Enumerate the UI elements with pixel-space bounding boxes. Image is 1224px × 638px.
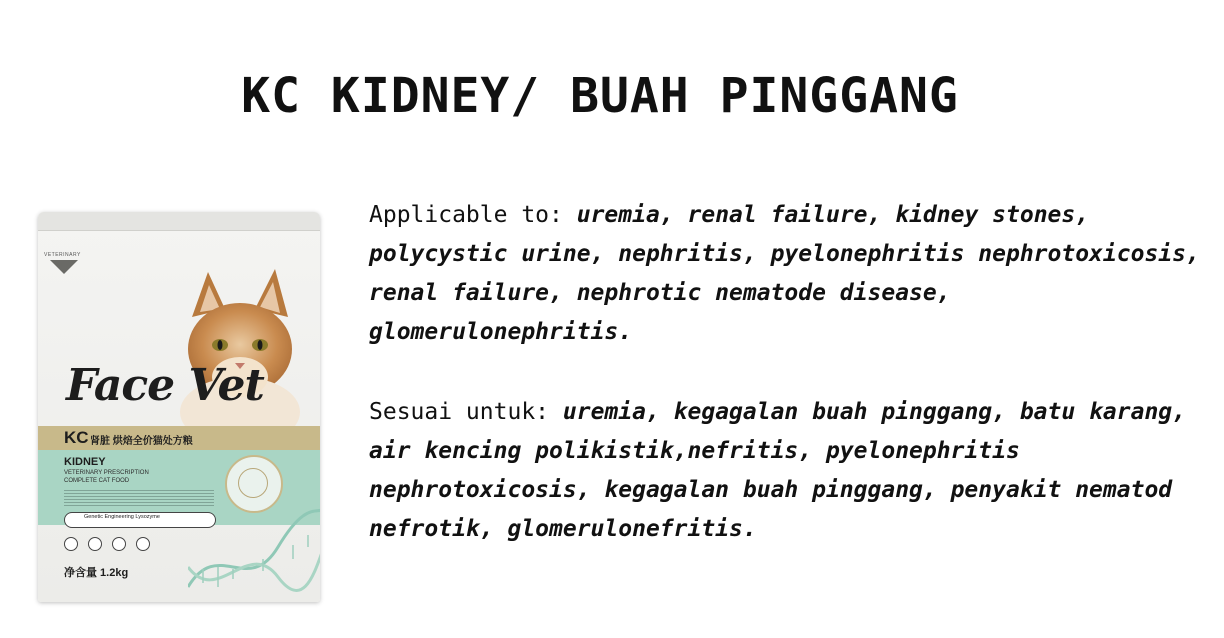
- english-conditions: uremia, renal failure, kidney stones, polycystic urine, nephritis, pyelonephritis nephrotoxicosis, renal failure, nephrotic nematode disease, glomerulonephritis.: [369, 202, 1200, 345]
- english-description: [369, 196, 1209, 352]
- brand-logo: Face Vet: [66, 360, 264, 411]
- net-weight: 净含量 1.2kg: [64, 567, 129, 579]
- feature-icons: [64, 537, 150, 551]
- feature-icon: [136, 537, 150, 551]
- feature-icon: [64, 537, 78, 551]
- feature-icon: [112, 537, 126, 551]
- subtitle-line-2: COMPLETE CAT FOOD: [64, 478, 130, 484]
- chevron-icon: [50, 260, 78, 274]
- kidney-icon: [238, 468, 268, 498]
- kc-chinese-label: 肾脏 烘焙全价猫处方粮: [90, 436, 193, 447]
- malay-description: [369, 393, 1209, 549]
- product-subtitle: [64, 469, 149, 485]
- lysozyme-text: Genetic Engineering Lysozyme: [84, 514, 160, 520]
- malay-conditions: uremia, kegagalan buah pinggang, batu karang, air kencing polikistik,nefritis, pyelonephritis nephrotoxicosis, kegagalan buah pinggang, penyakit nematod nefrotik, glomerulonefritis.: [369, 399, 1186, 542]
- bag-seal: [38, 212, 320, 231]
- feature-icon: [88, 537, 102, 551]
- subtitle-line-1: VETERINARY PRESCRIPTION: [64, 470, 149, 476]
- product-line: KIDNEY: [64, 456, 106, 468]
- veterinary-tag: VETERINARY: [44, 252, 81, 258]
- page-title: KC KIDNEY/ BUAH PINGGANG: [241, 68, 959, 124]
- product-image: [38, 212, 320, 602]
- english-lead: Applicable to:: [369, 202, 563, 228]
- dna-helix-icon: [188, 497, 320, 602]
- kc-label: KC: [64, 428, 89, 447]
- malay-lead: Sesuai untuk:: [369, 399, 550, 425]
